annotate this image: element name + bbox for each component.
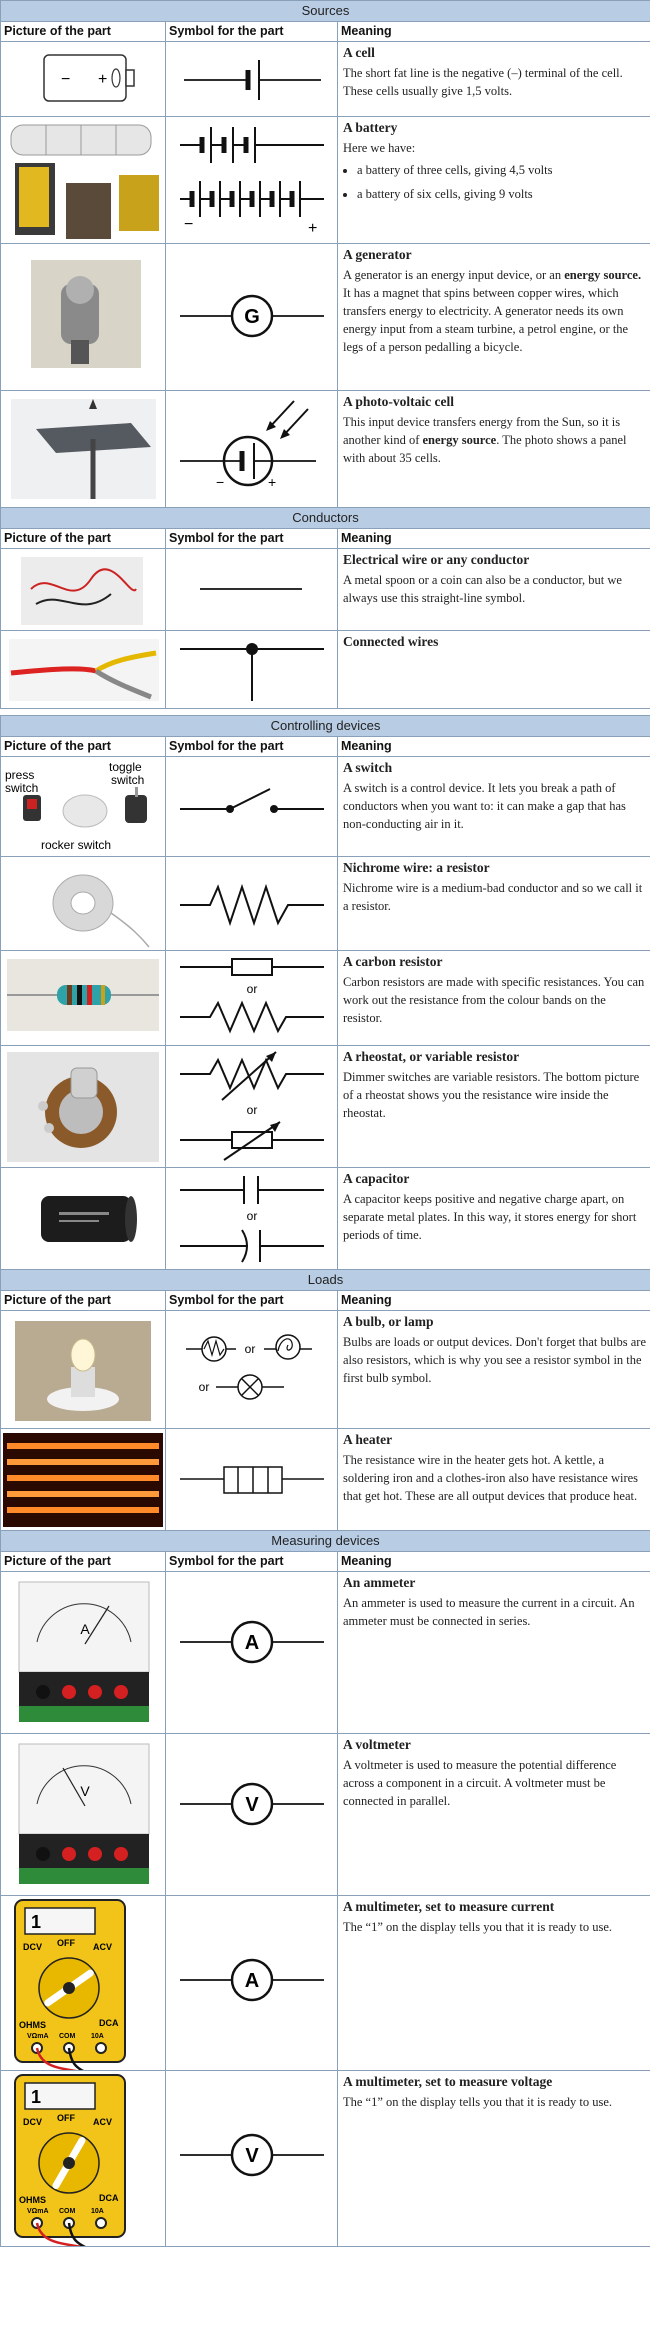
multimeter-dial-label: OHMS (19, 2020, 46, 2030)
section-header-loads: Loads (1, 1270, 650, 1291)
multimeter-current-symbol (166, 1896, 338, 2071)
label-press-switch: press switch (5, 768, 39, 795)
battery-symbol (166, 117, 338, 244)
row-switch (1, 757, 650, 857)
rheostat-symbol (166, 1046, 338, 1168)
row-battery (1, 117, 650, 244)
carbon-meaning: A carbon resistor Carbon resistors are made with specific resistances. You can work out the resistance from the colour bands on the resistor. (338, 951, 650, 1046)
svg-text:V: V (245, 2145, 259, 2167)
column-header-row (1, 22, 650, 42)
column-header-row: Picture of the part Symbol for the part Meaning (1, 529, 650, 549)
row-voltmeter (1, 1734, 650, 1896)
multimeter-jack-label: 10A (91, 2208, 104, 2215)
capacitor-meaning: A capacitor A capacitor keeps positive and negative charge apart, on separate metal plates. In this way, it stores energy for short periods of time. (338, 1168, 650, 1270)
multimeter-dial-label: OFF (57, 2113, 75, 2123)
multimeter-display-value: 1 (31, 1912, 42, 1932)
generator-symbol (166, 244, 338, 391)
row-photovoltaic (1, 391, 650, 508)
carbon-picture (1, 951, 166, 1046)
multimeter-current-picture (1, 1896, 166, 2071)
column-header-row: Picture of the part Symbol for the part Meaning (1, 737, 650, 757)
multimeter-jack-label: COM (59, 2208, 76, 2215)
ammeter-symbol (166, 1572, 338, 1734)
header-picture: Picture of the part (1, 22, 166, 42)
svg-text:V: V (245, 1794, 259, 1816)
capacitor-picture (1, 1168, 166, 1270)
voltmeter-symbol (166, 1734, 338, 1896)
bulb-picture (1, 1311, 166, 1429)
multimeter-dial-label: DCA (99, 2018, 119, 2028)
multimeter-dial-label: DCV (23, 2117, 43, 2127)
pv-meaning: A photo-voltaic cell This input device transfers energy from the Sun, so it is another kind of energy source. The photo shows a panel with about 35 cells. (338, 391, 650, 508)
svg-text:or: or (246, 1209, 258, 1223)
multimeter-display-value: 1 (31, 2087, 42, 2107)
battery-negative-sign: − (184, 216, 194, 233)
connected-wires-meaning: Connected wires (338, 631, 650, 709)
bulb-meaning: A bulb, or lamp Bulbs are loads or output devices. Don't forget that bulbs are also resistors, which is why you see a resistor symbol in the first bulb symbol. (338, 1311, 650, 1429)
nichrome-symbol (166, 857, 338, 951)
row-ammeter (1, 1572, 650, 1734)
header-meaning: Meaning (338, 22, 650, 42)
header-symbol: Symbol for the part (166, 22, 338, 42)
multimeter-dial-label: OFF (57, 1938, 75, 1948)
carbon-symbol (166, 951, 338, 1046)
svg-text:A: A (244, 1970, 260, 1992)
ammeter-picture (1, 1572, 166, 1734)
bulb-symbol (166, 1311, 338, 1429)
svg-text:−: − (61, 71, 71, 88)
svg-text:or: or (246, 1103, 258, 1117)
rheostat-meaning: A rheostat, or variable resistor Dimmer switches are variable resistors. The bottom picture of a rheostat shows you the resistance wire inside the rheostat. (338, 1046, 650, 1168)
heater-symbol (166, 1429, 338, 1531)
multimeter-voltage-meaning: A multimeter, set to measure voltage The “1” on the display tells you that it is ready to use. (338, 2071, 650, 2247)
pv-symbol (166, 391, 338, 508)
heater-meaning: A heater The resistance wire in the heater gets hot. A kettle, a soldering iron and a clothes-iron also have resistance wires that get hot. These are all output devices that produce heat. (338, 1429, 650, 1531)
svg-text:or: or (244, 1342, 256, 1356)
nichrome-meaning: Nichrome wire: a resistor Nichrome wire is a medium-bad conductor and so we call it a resistor. (338, 857, 650, 951)
row-bulb (1, 1311, 650, 1429)
svg-text:−: − (216, 474, 225, 490)
heater-picture (1, 1429, 166, 1531)
multimeter-jack (96, 2218, 106, 2228)
multimeter-dial-label: DCA (99, 2193, 119, 2203)
multimeter-voltage-picture (1, 2071, 166, 2247)
pv-picture (1, 391, 166, 508)
multimeter-dial-label: ACV (93, 1942, 113, 1952)
multimeter-jack-label: 10A (91, 2033, 104, 2040)
svg-text:A: A (244, 1632, 260, 1654)
multimeter-dial-label: OHMS (19, 2195, 46, 2205)
section-header-conductors: Conductors (1, 508, 650, 529)
cell-symbol (166, 42, 338, 117)
section-header-sources: Sources (1, 1, 650, 22)
multimeter-knob-center (63, 2157, 75, 2169)
row-nichrome (1, 857, 650, 951)
ammeter-meaning: An ammeter An ammeter is used to measure the current in a circuit. An ammeter must be connected in series. (338, 1572, 650, 1734)
row-connected-wires (1, 631, 650, 709)
switch-symbol (166, 757, 338, 857)
voltmeter-picture (1, 1734, 166, 1896)
svg-text:V: V (80, 1783, 90, 1799)
battery-positive-sign: + (308, 220, 318, 237)
switch-picture (1, 757, 166, 857)
wire-symbol (166, 549, 338, 631)
battery-meaning: A battery Here we have: • a battery of three cells, giving 4,5 volts • a battery of six cells, giving 9 volts (338, 117, 650, 244)
voltmeter-meaning: A voltmeter A voltmeter is used to measure the potential difference across a component in a circuit. A voltmeter must be connected in parallel. (338, 1734, 650, 1896)
generator-picture (1, 244, 166, 391)
svg-text:A: A (80, 1621, 90, 1637)
connected-wires-symbol (166, 631, 338, 709)
generator-symbol-letter: G (244, 306, 260, 328)
row-heater (1, 1429, 650, 1531)
switch-meaning: A switch A switch is a control device. It lets you break a path of conductors when you want to: it can make a gap that has non-conducting air in it. (338, 757, 650, 857)
row-capacitor (1, 1168, 650, 1270)
svg-text:+: + (268, 474, 277, 490)
generator-meaning: A generator A generator is an energy input device, or an energy source. It has a magnet that spins between copper wires, which transfers energy to electricity. A generator needs its own energy input from a steam turbine, a petrol engine, or the legs of a person pedalling a bicycle. (338, 244, 650, 391)
wire-meaning: Electrical wire or any conductor A metal spoon or a coin can also be a conductor, but we always use this straight-line symbol. (338, 549, 650, 631)
multimeter-jack-label: VΩmA (27, 2033, 49, 2040)
svg-text:or: or (246, 982, 258, 996)
battery-list: • a battery of three cells, giving 4,5 volts • a battery of six cells, giving 9 volts (343, 161, 646, 203)
battery-picture (1, 117, 166, 244)
multimeter-knob-center (63, 1982, 75, 1994)
rheostat-picture (1, 1046, 166, 1168)
svg-text:or: or (198, 1380, 210, 1394)
svg-text:+: + (98, 71, 108, 88)
multimeter-dial-label: DCV (23, 1942, 43, 1952)
column-header-row: Picture of the part Symbol for the part Meaning (1, 1291, 650, 1311)
multimeter-voltage-symbol (166, 2071, 338, 2247)
multimeter-jack (96, 2043, 106, 2053)
row-cell (1, 42, 650, 117)
cell-picture (1, 42, 166, 117)
nichrome-picture (1, 857, 166, 951)
wire-picture (1, 549, 166, 631)
capacitor-symbol (166, 1168, 338, 1270)
cell-meaning: A cell The short fat line is the negative (–) terminal of the cell. These cells usually give 1,5 volts. (338, 42, 650, 117)
multimeter-dial-label: ACV (93, 2117, 113, 2127)
section-header-measuring: Measuring devices (1, 1531, 650, 1552)
multimeter-jack-label: COM (59, 2033, 76, 2040)
multimeter-current-meaning: A multimeter, set to measure current The “1” on the display tells you that it is ready to use. (338, 1896, 650, 2071)
row-carbon-resistor (1, 951, 650, 1046)
label-rocker-switch: rocker switch (41, 838, 112, 852)
column-header-row: Picture of the part Symbol for the part Meaning (1, 1552, 650, 1572)
multimeter-jack-label: VΩmA (27, 2208, 49, 2215)
section-header-controlling: Controlling devices (1, 716, 650, 737)
row-rheostat (1, 1046, 650, 1168)
row-generator (1, 244, 650, 391)
row-multimeter-current (1, 1896, 650, 2071)
row-wire (1, 549, 650, 631)
row-multimeter-voltage (1, 2071, 650, 2247)
connected-wires-picture (1, 631, 166, 709)
label-toggle-switch: toggle switch (109, 760, 145, 787)
